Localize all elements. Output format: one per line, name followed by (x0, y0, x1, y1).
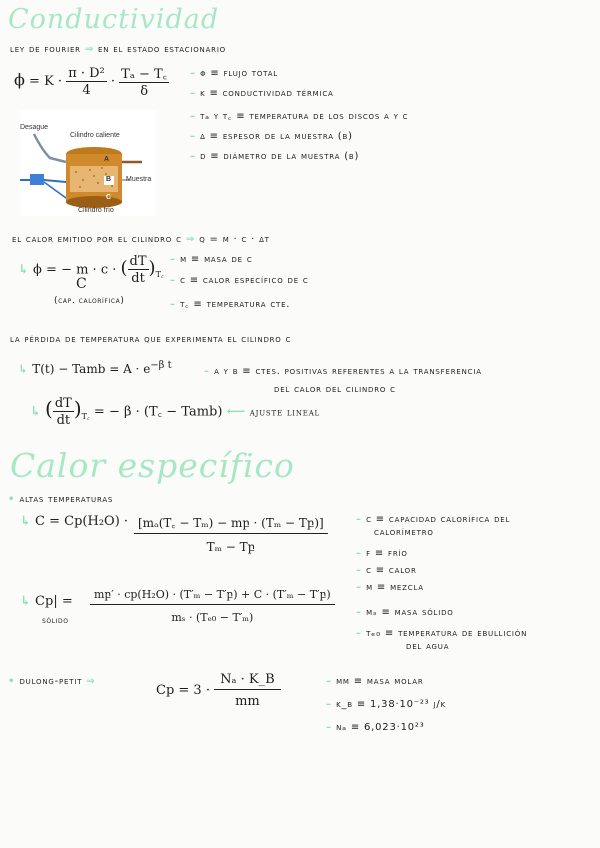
cap-calorifica-note: (cap. calorífica) (54, 296, 125, 306)
frac-num: Tₐ − T꜀ (119, 64, 169, 83)
label-cilindro-caliente: Cilindro caliente (70, 132, 120, 139)
frac-den: δ (140, 84, 149, 99)
fourier-arrow-text: en el estado estacionario (98, 44, 226, 55)
bullet-icon: • (8, 676, 20, 687)
def-item: del agua (406, 641, 450, 652)
frac-den: Tₘ − Tբ (206, 540, 256, 554)
cp-solido-frac (90, 588, 335, 624)
curved-arrow-icon: ↳ (18, 262, 29, 278)
def-item: ϕ ≡ flujo total (200, 68, 279, 79)
exp-eq-lhs: T(t) − Tamb = A · e (32, 362, 151, 376)
dash-icon: – (190, 131, 201, 142)
ajuste-lineal: ajuste lineal (249, 407, 320, 419)
label-cilindro-frio: Cilindro frío (78, 207, 114, 214)
curved-arrow-icon: ↳ (20, 594, 31, 609)
dulong-definitions (326, 676, 446, 733)
calorimeter-fraction (134, 514, 328, 554)
deriv-frac (53, 396, 74, 428)
perdida-def2: del calor del cilindro c (274, 384, 396, 395)
label-b: B (106, 176, 112, 183)
frac-num: [mₐ(T꜀ − Tₘ) − mբ · (Tₘ − Tբ)] (134, 514, 328, 534)
linear-rhs: = − β · (T꜀ − Tamb) (93, 404, 223, 420)
dash-icon: – (204, 366, 215, 377)
frac-den: dt (56, 413, 71, 428)
dash-icon: – (326, 699, 337, 710)
cp-sub-solido: sólido (42, 616, 69, 626)
dash-icon: – (190, 151, 201, 162)
dash-icon: – (326, 676, 337, 687)
def-item: k ≡ conductividad térmica (200, 88, 334, 99)
fourier-definitions (190, 68, 408, 162)
calor-emitido-definitions (170, 254, 309, 310)
cp-solido-lhs: ↳ Cp| = (20, 594, 73, 609)
phi-symbol: ϕ (14, 70, 25, 89)
frac-num: Nₐ · K_B (214, 672, 281, 690)
frac-den: dt (131, 271, 145, 286)
label-muestra: Muestra (126, 176, 152, 183)
cp-fraction (90, 588, 335, 624)
def-item: d ≡ diámetro de la muestra (b) (200, 151, 360, 162)
def-item: m ≡ masa de c (180, 254, 253, 265)
exponential-equation (18, 360, 172, 376)
dash-icon: – (356, 607, 367, 618)
def-item: mₛ ≡ masa sólido (366, 607, 454, 618)
def-item: tₐ y t꜀ ≡ temperatura de los discos a y c (200, 111, 409, 122)
def-item: m ≡ mezcla (366, 582, 424, 593)
paren-close: ) (148, 257, 156, 279)
arrow-icon: ⇒ (84, 44, 95, 55)
frac-num: π · D² (68, 65, 105, 81)
arrow-left-icon: ⟵ (226, 404, 250, 420)
linear-fit-equation (30, 396, 320, 428)
calor-emitido-arrow-eq: q = m · c · δt (199, 234, 270, 245)
dulong-heading-text: dulong-petit (19, 676, 83, 687)
phi-derivative-equation (18, 254, 164, 286)
def-item: calorímetro (374, 527, 434, 538)
title-conductividad: Conductividad (8, 4, 220, 35)
perdida-def1 (204, 366, 482, 377)
dulong-heading (8, 676, 95, 687)
dash-icon: – (356, 582, 367, 593)
frac-den: mₛ · (Tₑ₀ − T′ₘ) (171, 611, 254, 624)
dash-icon: – (170, 254, 181, 265)
exp-exponent: −β t (150, 360, 172, 371)
dulong-fraction (214, 672, 281, 709)
label-a: A (104, 156, 110, 163)
calorimeter-lhs: C = Cp(H₂O) · (35, 514, 129, 529)
dash-icon: – (356, 548, 367, 559)
fourier-frac-temp (119, 64, 169, 99)
altas-heading (8, 494, 113, 505)
dash-icon: – (356, 514, 367, 525)
cp-lhs: Cp| (35, 594, 58, 609)
arrow-icon: ⇒ (86, 676, 96, 687)
bullet-icon: • (8, 494, 20, 505)
fourier-frac-area (66, 66, 107, 98)
altas-heading-text: altas temperaturas (19, 494, 114, 505)
paren-open: ( (120, 257, 128, 279)
fourier-equation: ϕ = K · $\frac{\text{π · D²}}{4}$ · $\frac{\text{Tₐ − T꜀}}{\delta}$ (14, 65, 168, 99)
def-item: nₐ ≡ 6,023·10²³ (336, 722, 425, 733)
arrow-icon: ⇒ (185, 234, 200, 245)
sub-tc: T꜀ (81, 412, 90, 422)
calorimeter-frac (134, 514, 328, 554)
def-item: a y β ≡ ctes. positivas referentes a la transferencia (214, 366, 482, 377)
fourier-heading-text: ley de fourier (10, 44, 81, 55)
dash-icon: – (190, 88, 201, 99)
def-item: c ≡ capacidad calorífica del (366, 514, 511, 525)
sub-tc: T꜀ (155, 270, 164, 280)
frac-num: dT (54, 396, 72, 411)
paren-open: ( (45, 396, 53, 421)
curved-arrow-icon: ↳ (20, 514, 31, 529)
deriv-frac (128, 254, 149, 286)
def-item: k_b ≡ 1,38·10⁻²³ j/k (336, 699, 446, 710)
dash-icon: – (190, 111, 201, 122)
def-item: t꜀ ≡ temperatura cte. (180, 299, 291, 310)
dash-icon: – (170, 299, 181, 310)
def-item: tₑ₀ ≡ temperatura de ebullición (366, 628, 528, 639)
dash-icon: – (356, 628, 367, 639)
label-c: C (106, 194, 112, 201)
eq-lhs: ϕ = − m · c · (33, 262, 117, 278)
perdida-heading: la pérdida de temperatura que experimenta el cilindro c (10, 334, 292, 345)
altas-definitions (356, 514, 527, 652)
dulong-equation (156, 672, 281, 709)
apparatus-diagram (20, 110, 156, 216)
def-item: c ≡ calor específico de c (180, 275, 309, 286)
calorimeter-equation (20, 514, 128, 529)
paren-close: ) (73, 396, 82, 421)
dash-icon: – (356, 565, 367, 576)
frac-num: mբ′ · cp(H₂O) · (T′ₘ − T′բ) + C · (T′ₘ − T′բ) (90, 588, 335, 605)
def-item: c ≡ calor (366, 565, 417, 576)
cap-c-symbol: C (76, 276, 87, 292)
calor-emitido-heading (12, 234, 270, 245)
def-item: f ≡ frío (366, 548, 408, 559)
dash-icon: – (170, 275, 181, 286)
frac-den: mm (235, 694, 260, 709)
curved-arrow-icon: ↳ (30, 404, 41, 420)
frac-num: dT (129, 254, 147, 269)
title-calor-especifico: Calor específico (10, 446, 295, 485)
dash-icon: – (326, 722, 337, 733)
label-desague: Desague (20, 124, 49, 131)
dulong-lhs: Cp = 3 · (156, 683, 210, 698)
frac-den: 4 (82, 82, 91, 98)
def-item: δ ≡ espesor de la muestra (b) (200, 131, 353, 142)
dash-icon: – (190, 68, 201, 79)
calor-emitido-text: el calor emitido por el cilindro c (12, 234, 182, 245)
curved-arrow-icon: ↳ (18, 362, 33, 376)
def-item: mm ≡ masa molar (336, 676, 424, 687)
fourier-heading (10, 44, 226, 55)
